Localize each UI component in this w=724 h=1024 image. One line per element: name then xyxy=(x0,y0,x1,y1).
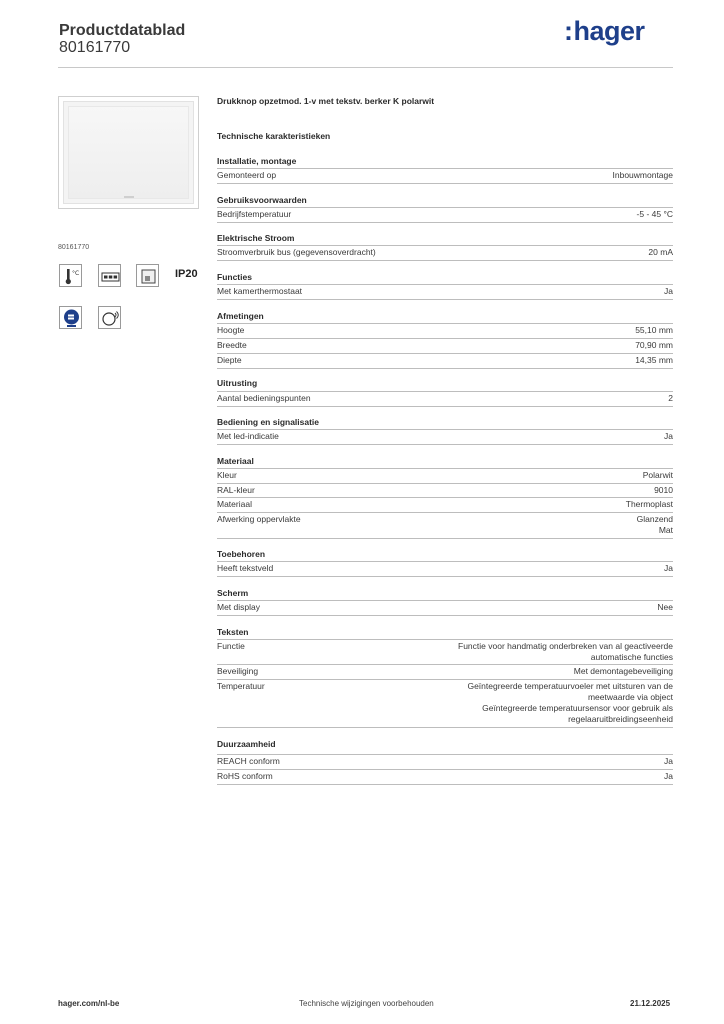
spec-row xyxy=(217,497,673,512)
spec-value: Polarwit xyxy=(642,470,673,480)
spec-key: Aantal bedieningspunten xyxy=(217,393,311,403)
section-title: Functies xyxy=(217,272,252,282)
spec-value: Inbouwmontage xyxy=(612,170,673,180)
product-image xyxy=(58,96,199,209)
section-divider xyxy=(217,368,673,369)
spec-key: Materiaal xyxy=(217,499,252,509)
spec-row xyxy=(217,679,673,727)
spec-value: Ja xyxy=(664,771,673,781)
spec-value-line: Glanzend xyxy=(636,514,673,524)
spec-key: Met led-indicatie xyxy=(217,431,279,441)
spec-key: Heeft tekstveld xyxy=(217,563,274,573)
spec-value: Met demontagebeveiliging xyxy=(573,666,673,676)
header-divider xyxy=(58,67,673,68)
section-divider xyxy=(217,406,673,407)
product-name: Drukknop opzetmod. 1-v met tekstv. berker K polarwit xyxy=(217,96,435,106)
spec-row xyxy=(217,561,673,576)
product-image-frame xyxy=(63,101,194,204)
section-divider xyxy=(217,183,673,184)
spec-value: 55,10 mm xyxy=(635,325,673,335)
spec-value: Thermoplast xyxy=(625,499,673,509)
spec-value xyxy=(458,641,673,663)
spec-value: Ja xyxy=(664,431,673,441)
spec-key: Diepte xyxy=(217,355,242,365)
section-title: Bediening en signalisatie xyxy=(217,417,320,427)
spec-value-line: Mat xyxy=(658,525,673,535)
spec-key: Met kamerthermostaat xyxy=(217,286,303,296)
spec-key: Hoogte xyxy=(217,325,245,335)
spec-row xyxy=(217,429,673,444)
spec-value: 2 xyxy=(668,393,673,403)
section-divider xyxy=(217,299,673,300)
product-image-led xyxy=(124,196,134,198)
technical-characteristics-title: Technische karakteristieken xyxy=(217,131,331,141)
hager-logo: :hager xyxy=(564,16,645,46)
section-divider xyxy=(217,260,673,261)
spec-row xyxy=(217,512,673,538)
spec-value-line: Functie voor handmatig onderbreken van al geactiveerde xyxy=(458,641,673,651)
spec-row xyxy=(217,483,673,498)
spec-key: Met display xyxy=(217,602,260,612)
surface-mount-icon xyxy=(136,264,159,287)
spec-value: Ja xyxy=(664,563,673,573)
spec-value: 14,35 mm xyxy=(635,355,673,365)
spec-row xyxy=(217,353,673,368)
spec-key: REACH conform xyxy=(217,756,280,766)
section-title: Toebehoren xyxy=(217,549,266,559)
logo-text: hager xyxy=(573,16,645,46)
spec-value: Ja xyxy=(664,286,673,296)
spec-value-line: automatische functies xyxy=(590,652,673,662)
svg-text:°C: °C xyxy=(72,270,80,277)
article-number: 80161770 xyxy=(59,39,131,56)
spec-value: 70,90 mm xyxy=(635,340,673,350)
spec-row xyxy=(217,245,673,260)
spec-value-line: regelaaruitbreidingseenheid xyxy=(568,714,673,724)
display-icon xyxy=(98,264,121,287)
spec-key: Stroomverbruik bus (gegevensoverdracht) xyxy=(217,247,376,257)
footer-disclaimer: Technische wijzigingen voorbehouden xyxy=(299,999,434,1008)
spec-key: Bedrijfstemperatuur xyxy=(217,209,292,219)
section-divider xyxy=(217,222,673,223)
spec-row xyxy=(217,323,673,338)
spec-row xyxy=(217,769,673,784)
footer-date: 21.12.2025 xyxy=(630,999,671,1008)
temperature-celsius-icon xyxy=(59,264,82,287)
spec-value-line: Geïntegreerde temperatuursensor voor gebruik als xyxy=(482,703,673,713)
spec-key: RoHS conform xyxy=(217,771,273,781)
spec-value xyxy=(637,514,673,536)
section-divider xyxy=(217,727,673,728)
spec-row xyxy=(217,207,673,222)
spec-value: 9010 xyxy=(654,485,673,495)
section-title: Teksten xyxy=(217,627,249,637)
spec-row xyxy=(217,168,673,183)
section-title: Elektrische Stroom xyxy=(217,233,295,243)
spec-key: Kleur xyxy=(217,470,237,480)
section-divider xyxy=(217,538,673,539)
spec-row xyxy=(217,639,673,664)
spec-value-line: Geïntegreerde temperatuurvoeler met uitsturen van de xyxy=(467,681,673,691)
section-title: Gebruiksvoorwaarden xyxy=(217,195,307,205)
ip20-label: IP20 xyxy=(175,268,198,280)
page-title: Productdatablad xyxy=(59,22,186,39)
spec-value: 20 mA xyxy=(648,247,673,257)
hager-cloud-icon xyxy=(59,306,82,329)
spec-key: Beveiliging xyxy=(217,666,259,676)
spec-row xyxy=(217,391,673,406)
section-title: Installatie, montage xyxy=(217,156,297,166)
spec-key: Gemonteerd op xyxy=(217,170,277,180)
spec-value: -5 - 45 °C xyxy=(636,209,673,219)
spec-row xyxy=(217,468,673,483)
spec-value xyxy=(467,681,673,725)
spec-key: Afwerking oppervlakte xyxy=(217,514,301,524)
spec-row xyxy=(217,600,673,615)
section-divider xyxy=(217,576,673,577)
spec-key: Temperatuur xyxy=(217,681,265,691)
section-title: Scherm xyxy=(217,588,249,598)
section-title: Uitrusting xyxy=(217,378,258,388)
spec-row xyxy=(217,338,673,353)
spec-value: Nee xyxy=(657,602,673,612)
section-divider xyxy=(217,444,673,445)
spec-row xyxy=(217,664,673,679)
section-divider xyxy=(217,615,673,616)
section-title: Duurzaamheid xyxy=(217,739,276,749)
spec-key: Functie xyxy=(217,641,245,651)
section-title: Materiaal xyxy=(217,456,254,466)
spec-key: Breedte xyxy=(217,340,247,350)
spec-value: Ja xyxy=(664,756,673,766)
connectivity-icon xyxy=(98,306,121,329)
spec-row xyxy=(217,284,673,299)
spec-row xyxy=(217,754,673,769)
spec-value-line: meetwaarde via object xyxy=(587,692,673,702)
product-image-panel xyxy=(68,106,189,199)
section-divider xyxy=(217,784,673,785)
section-title: Afmetingen xyxy=(217,311,264,321)
spec-key: RAL-kleur xyxy=(217,485,255,495)
footer-website-link[interactable]: hager.com/nl-be xyxy=(58,999,120,1008)
product-image-caption: 80161770 xyxy=(58,244,90,251)
